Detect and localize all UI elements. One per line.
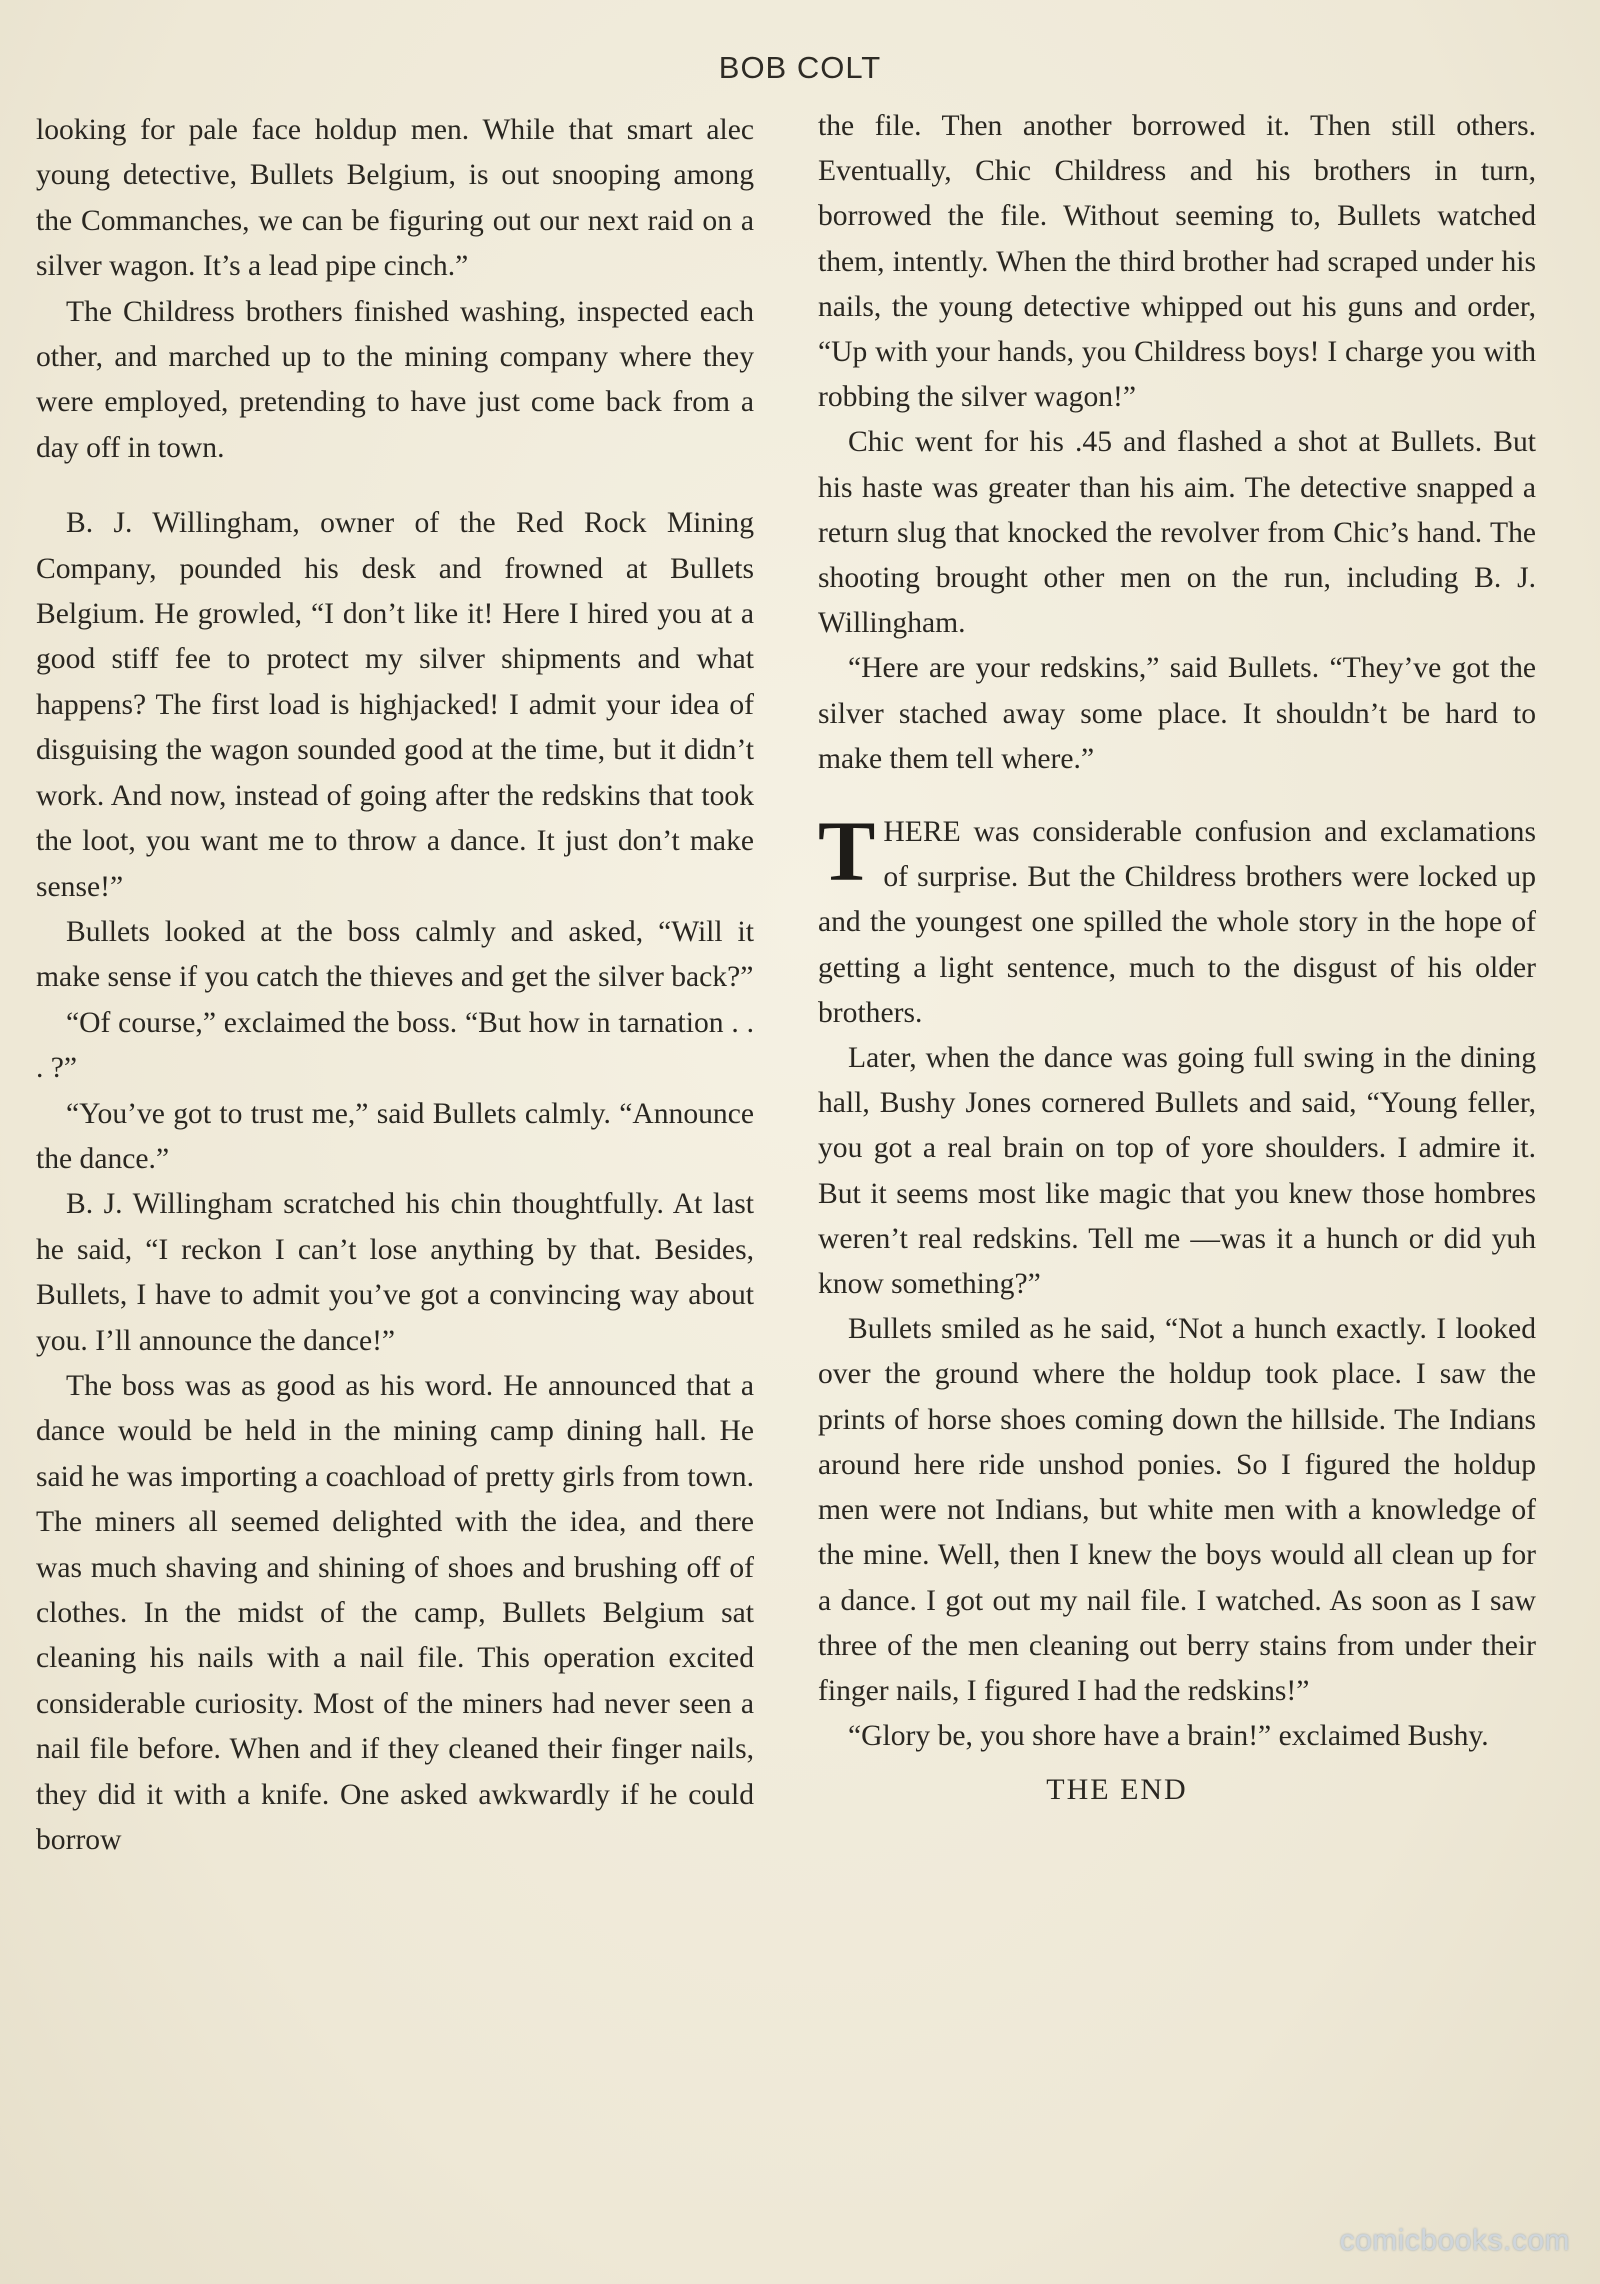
paragraph: “You’ve got to trust me,” said Bullets calmly. “Announce the dance.” <box>36 1097 754 1175</box>
paragraph-with-drop-cap <box>818 803 1536 1036</box>
end-mark: THE END <box>1046 1773 1188 1807</box>
paragraph: Bullets smiled as he said, “Not a hunch exactly. I looked over the ground where the holdup took place. I saw the prints of horse shoes coming down the hillside. The Indians around here ride unshod ponies. So I figured the holdup men were not Indians, but white men with a knowledge of the mine. Well, then I knew the boys would all clean up for a dance. I got out my nail file. I watched. As soon as I saw three of the men cleaning out berry stains from under their finger nails, I figured I had the redskins!” <box>818 1313 1536 1707</box>
paragraph-body: HERE was considerable confusion and exclamations of surprise. But the Childress brothers were locked up and the youngest one spilled the whole story in the hope of getting a light sentence, much to the disgust of his older brothers. <box>818 816 1536 1029</box>
paragraph: The boss was as good as his word. He announced that a dance would be held in the mining camp dining hall. He said he was importing a coachload of pretty girls from town. The miners all seemed delighted with the idea, and there was much shaving and shining of shoes and brushing off of clothes. In the midst of the camp, Bullets Belgium sat cleaning his nails with a nail file. This operation excited considerable curiosity. Most of the miners had never seen a nail file before. When and if they cleaned their finger nails, they did it with a knife. One asked awkwardly if he could borrow <box>36 1369 754 1857</box>
paragraph: “Of course,” exclaimed the boss. “But how in tarnation . . . ?” <box>36 1006 754 1085</box>
left-column <box>36 108 754 1863</box>
drop-cap: T <box>818 803 876 900</box>
paragraph: looking for pale face holdup men. While that smart alec young detective, Bullets Belgium, is out snooping among the Commanches, we can be figuring out our next raid on a silver wagon. It’s a lead pipe cinch.” <box>36 114 754 283</box>
paragraph: Bullets looked at the boss calmly and asked, “Will it make sense if you catch the thieves and get the silver back?” <box>36 915 754 994</box>
watermark: comicbooks.com <box>1339 2224 1570 2257</box>
paragraph: The Childress brothers finished washing, inspected each other, and marched up to the mining company where they were employed, pretending to have just come back from a day off in town. <box>36 295 754 464</box>
paragraph: Later, when the dance was going full swing in the dining hall, Bushy Jones cornered Bullets and said, “Young feller, you got a real brain on top of yore shoulders. I admire it. But it seems most like magic that you knew those hombres weren’t real redskins. Tell me —was it a hunch or did yuh know something?” <box>818 1042 1536 1301</box>
paragraph: “Glory be, you shore have a brain!” exclaimed Bushy. <box>848 1720 1489 1753</box>
paragraph: B. J. Willingham scratched his chin thoughtfully. At last he said, “I reckon I can’t lose anything by that. Besides, Bullets, I have to admit you’ve got a convincing way about you. I’ll announce the dance!” <box>36 1188 754 1357</box>
paragraph: Chic went for his .45 and flashed a shot at Bullets. But his haste was greater than his aim. The detective snapped a return slug that knocked the revolver from Chic’s hand. The shooting brought other men on the run, including B. J. Willingham. <box>818 426 1536 640</box>
paragraph: B. J. Willingham, owner of the Red Rock Mining Company, pounded his desk and frowned at Bullets Belgium. He growled, “I don’t like it! Here I hired you at a good stiff fee to protect my silver shipments and what happens? The first load is highjacked! I admit your idea of disguising the wagon sounded good at the time, but it didn’t work. And now, instead of going after the redskins that took the loot, you want me to throw a dance. It just don’t make sense!” <box>36 507 754 903</box>
paragraph: “Here are your redskins,” said Bullets. “They’ve got the silver stached away some place. It shouldn’t be hard to make them tell where.” <box>818 652 1536 775</box>
running-title: BOB COLT <box>718 50 882 85</box>
right-column <box>818 104 1536 1813</box>
paragraph: the file. Then another borrowed it. Then still others. Eventually, Chic Childress and his brothers in turn, borrowed the file. Without seeming to, Bullets watched them, intently. When the third brother had scraped under his nails, the young detective whipped out his guns and order, “Up with your hands, you Childress boys! I charge you with robbing the silver wagon!” <box>818 110 1536 414</box>
